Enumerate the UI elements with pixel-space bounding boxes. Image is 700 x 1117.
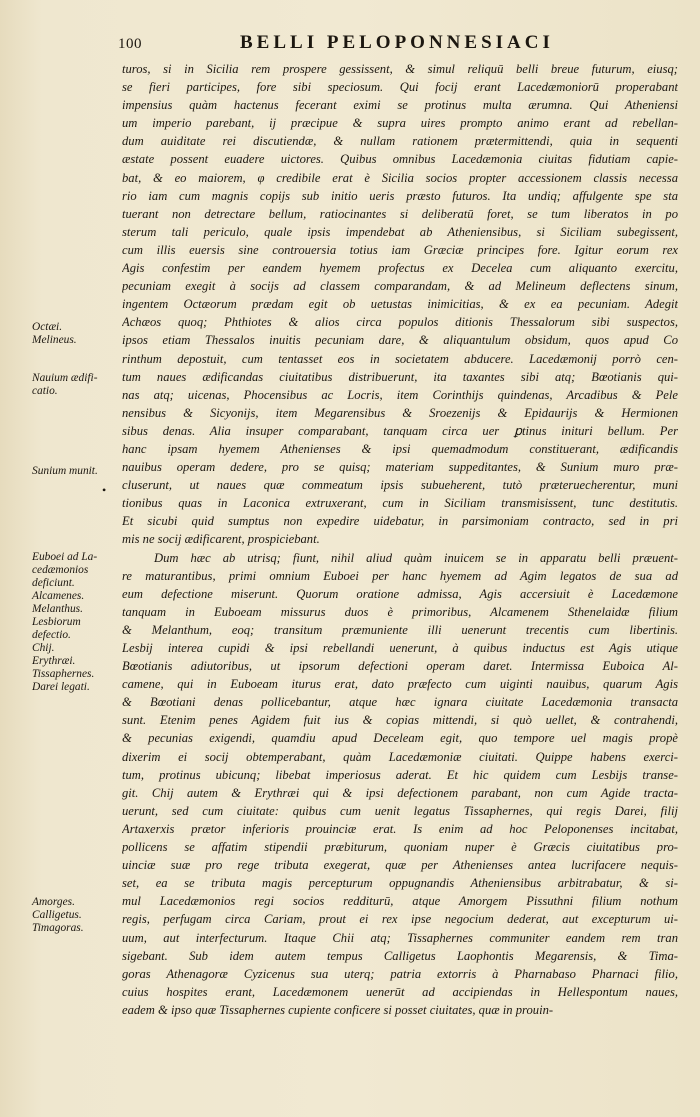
body-line: eum defectione miserunt. Quorum oratione admissa, Agis accersiuit è Lacedæmone — [122, 586, 678, 601]
body-line: pecuniam exegit à socijs ad classem comparandam, & ad Melineum deflectens sinum, — [122, 279, 678, 294]
body-line: git. Chij autem & Erythræi qui & ipsi defectionem parabant, non cum Agide tracta- — [122, 785, 678, 800]
body-line: uerunt, sed cum ciuitate: quibus cum uenit legatus Tissaphernes, qui regis Darei, filij — [122, 803, 678, 818]
marginal-note-line: Timagoras. — [32, 922, 84, 934]
marginal-note-line: catio. — [32, 385, 58, 397]
marginal-note-line: Nauium ædifi- — [32, 372, 98, 384]
body-line: Artaxerxis prætor inferioris prouinciæ erat. Is enim ad hoc Peloponenses incitabat, — [122, 821, 678, 836]
body-line: sterum tali periculo, quale ipsis impendebat ab Atheniensibus, si Siciliam subegissent, — [122, 224, 678, 239]
body-line: Achæos quoq; Phthiotes & alios circa populos ditionis Thessalorum sibi suspectos, — [122, 315, 678, 330]
body-line: sunt. Etenim penes Agidem fuit ius & copias mittendi, si quò uellet, & contrahendi, — [122, 713, 678, 728]
marginal-note-line: Melanthus. — [32, 603, 83, 615]
marginal-note-line: Calligetus. — [32, 909, 82, 921]
marginal-note-line: Tissaphernes. — [32, 668, 95, 680]
body-line: tum naues ædificandas ciuitatibus distribuerunt, ita taxantes sibi atq; Bœotianis qui- — [122, 369, 678, 384]
body-line: ipsos etiam Thessalos inuitis pecuniam dare, & aliquantulum obsidum, quos apud Co — [122, 333, 678, 348]
marginal-note-line: Lesbiorum — [32, 616, 81, 628]
body-line: tanquam in Euboeam missurus duos è primoribus, Alcamenem Sthenelaidæ filium — [122, 604, 678, 619]
body-line: sigebant. Sub idem autem tempus Calligetus Laophontis Megarensis, & Tima- — [122, 948, 678, 963]
body-line: se fieri participes, fore sibi speciosum. Qui focij erant Lacedæmoniorū properabant — [122, 80, 678, 95]
body-line: turos, si in Sicilia rem prospere gessissent, & simul reliquū belli breue futurum, eiusq; — [122, 62, 678, 76]
body-line: nensibus & Sicyonijs, item Megarensibus & Sroezenijs & Epidaurijs & Hermionen — [122, 405, 678, 420]
body-line: rio iam cum magnis copijs sub initio ueris præsto futuros. Ita undiq; affulgente spe sta — [122, 188, 678, 203]
marginal-note-line: Melineus. — [32, 334, 77, 346]
marginal-note-line: Sunium munit. — [32, 465, 98, 477]
body-line: cluserunt, ut naues quæ commeatum ipsis subueherent, tutò præteruecherentur, muni — [122, 478, 678, 493]
marginal-note-nauium — [32, 372, 122, 398]
body-line: cuius hospites erant, Lacedæmonem uenerūt ad accipiendas in Hellespontum naues, — [122, 984, 678, 999]
body-line: & Bœotiani denas pollicebantur, atque hæc ignara ciuitate Lacedæmonia transacta — [122, 695, 678, 710]
body-line: impensius quàm hactenus fecerant eximi se protinus multa ærumna. Qui Atheniensi — [122, 98, 678, 113]
body-line: sibus denas. Alia insuper comparabant, tanquam circa uer ꝑtinus inituri bellum. Per — [122, 423, 678, 438]
marginal-note-line: deficiunt. — [32, 577, 75, 589]
running-head: BELLI PELOPONNESIACI — [240, 32, 554, 53]
marginal-note-line: Darei legati. — [32, 681, 90, 693]
marginal-note-line: Euboei ad La- — [32, 551, 98, 563]
marginal-note-line: Octæi. — [32, 321, 63, 333]
marginal-note-octaei — [32, 321, 122, 347]
marginal-note-line: Erythræi. — [32, 655, 76, 667]
body-line: & Melanthum, eoq; transitum præmuniente illi uenerunt trecentis cum libertinis. — [122, 622, 678, 637]
body-line: Lesbij interea cupidi & ipsi rebellandi uenerunt, à quibus inductus est Agis utique — [122, 641, 678, 655]
body-line: hanc ipsam hyemem Athenienses & ipsi quemadmodum constituerant, ædificandis — [122, 441, 678, 456]
page-header — [118, 30, 678, 56]
body-line: mis ne socij ædificarent, prospiciebant. — [122, 532, 320, 547]
body-line: cum illis euersis sine controuersia totius iam Græciæ principes fore. Igitur eorum rex — [122, 242, 678, 257]
body-line: camene, qui in Euboeam iturus erat, dato præfecto cum uiginti nauibus, quarum Agis — [122, 677, 678, 692]
body-line: dum auiditate rei discutiendæ, & nullam rationem prætermittendi, quia in sequenti — [122, 134, 678, 149]
marginal-note-line: Alcamenes. — [32, 590, 85, 602]
body-line: dixerim ei socij obtemperabant, quàm Lacedæmoniæ ciuitati. Quippe habens exerci- — [122, 749, 678, 764]
marginal-mark: • — [102, 483, 107, 497]
body-line: ingentem Octæorum prædam egit ob uetustas inimicitias, & ex ea pecuniam. Adegit — [122, 297, 678, 312]
marginal-note-line: Chij. — [32, 642, 55, 654]
body-line: set, ea se tributa magis percepturum oppugnandis Atheniensibus arbitrabatur, & si- — [122, 876, 678, 891]
marginal-note-euboei — [32, 551, 122, 694]
body-line: eadem & ipso quæ Tissaphernes cupiente conficere si posset ciuitates, quæ in prouin- — [122, 1002, 554, 1017]
body-line: mul Lacedæmonios regi socios redditurū, atque Amorgem Pissuthni filium nothum — [122, 894, 678, 909]
body-line: Dum hæc ab utrisq; fiunt, nihil aliud quàm inuicem se in apparatu belli præuent- — [154, 550, 678, 565]
body-line: uinciæ suæ pro rege tributa exegerat, quæ per Athenienses antea lucrifacere nequis- — [122, 858, 678, 873]
body-line: regis, perfugam circa Cariam, prout ei rex ipse negocium dederat, aut excepturum ui- — [122, 912, 678, 927]
body-line: um imperio parebant, ij præcipue & supra uires prompto animo erant ad rebellan- — [122, 116, 678, 131]
body-line: æstate possent euadere uictores. Quibus omnibus Lacedæmonia ciuitas fidutiam capie- — [122, 152, 678, 167]
body-line: Bœotianis adiutoribus, ut ipsorum defectioni operam daret. Intermissa Euboica Al- — [122, 659, 678, 674]
body-line: nauibus operam dedere, pro se quisq; materiam suppeditantes, & Sunium muro præ- — [122, 460, 678, 475]
body-line: tuerant non detrectare bellum, ratiocinantes si deliberatū foret, se tum liberatos in po — [122, 206, 678, 221]
marginal-note-line: Amorges. — [32, 896, 75, 908]
body-line: nas atq; uicenas, Phocensibus ac Locris, item Corinthijs quindenas, Arcadibus & Pele — [122, 387, 678, 402]
body-line: goras Athenagoræ Cyzicenus sua uterq; patria extorris à Pharnabaso Pharnaci filio, — [122, 966, 678, 981]
marginal-note-line: cedæmonios — [32, 564, 89, 576]
body-line: bat, & eo maiorem, φ credibile erat è Sicilia socios propter accessionem classis necessa — [122, 170, 678, 185]
body-line: Agis confestim per eandem hyemem profectus ex Decelea cum aliquanto exercitu, — [122, 261, 678, 276]
body-line: tum, protinus ubicunq; libebat imperiosus aderat. Et hic quidem cum Lesbijs transe- — [122, 767, 678, 782]
body-line: re maturantibus, primi omnium Euboei per hanc hyemem ad Agim legatos de sua ad — [122, 568, 678, 583]
body-line: uum, aut interfecturum. Itaque Chii atq; Tissaphernes communiter eandem rem tran — [122, 930, 678, 945]
marginal-note-line: defectio. — [32, 629, 71, 641]
body-text — [122, 60, 678, 1019]
marginal-note-amorges — [32, 896, 122, 935]
body-line: tionibus quas in Laconica extruxerant, cum in Siciliam transmisissent, tunc destitutis. — [122, 496, 678, 511]
page-number: 100 — [118, 36, 142, 52]
body-line: & pecunias exigendi, quamdiu apud Deceleam egit, quo tempore uel magis propè — [122, 731, 678, 746]
body-line: pollicens se affatim stipendii præbiturum, quoniam nuper è Græcis ciuitatibus pro- — [122, 840, 678, 855]
marginal-note-sunium — [32, 465, 122, 478]
body-line: rinthum depostuit, cum tentasset eos in societatem abducere. Lacedæmonij porrò cen- — [122, 351, 678, 366]
body-line: Et sicubi quid sumptus non expedire uidebatur, in parsimoniam contracto, sed in pri — [122, 514, 678, 529]
